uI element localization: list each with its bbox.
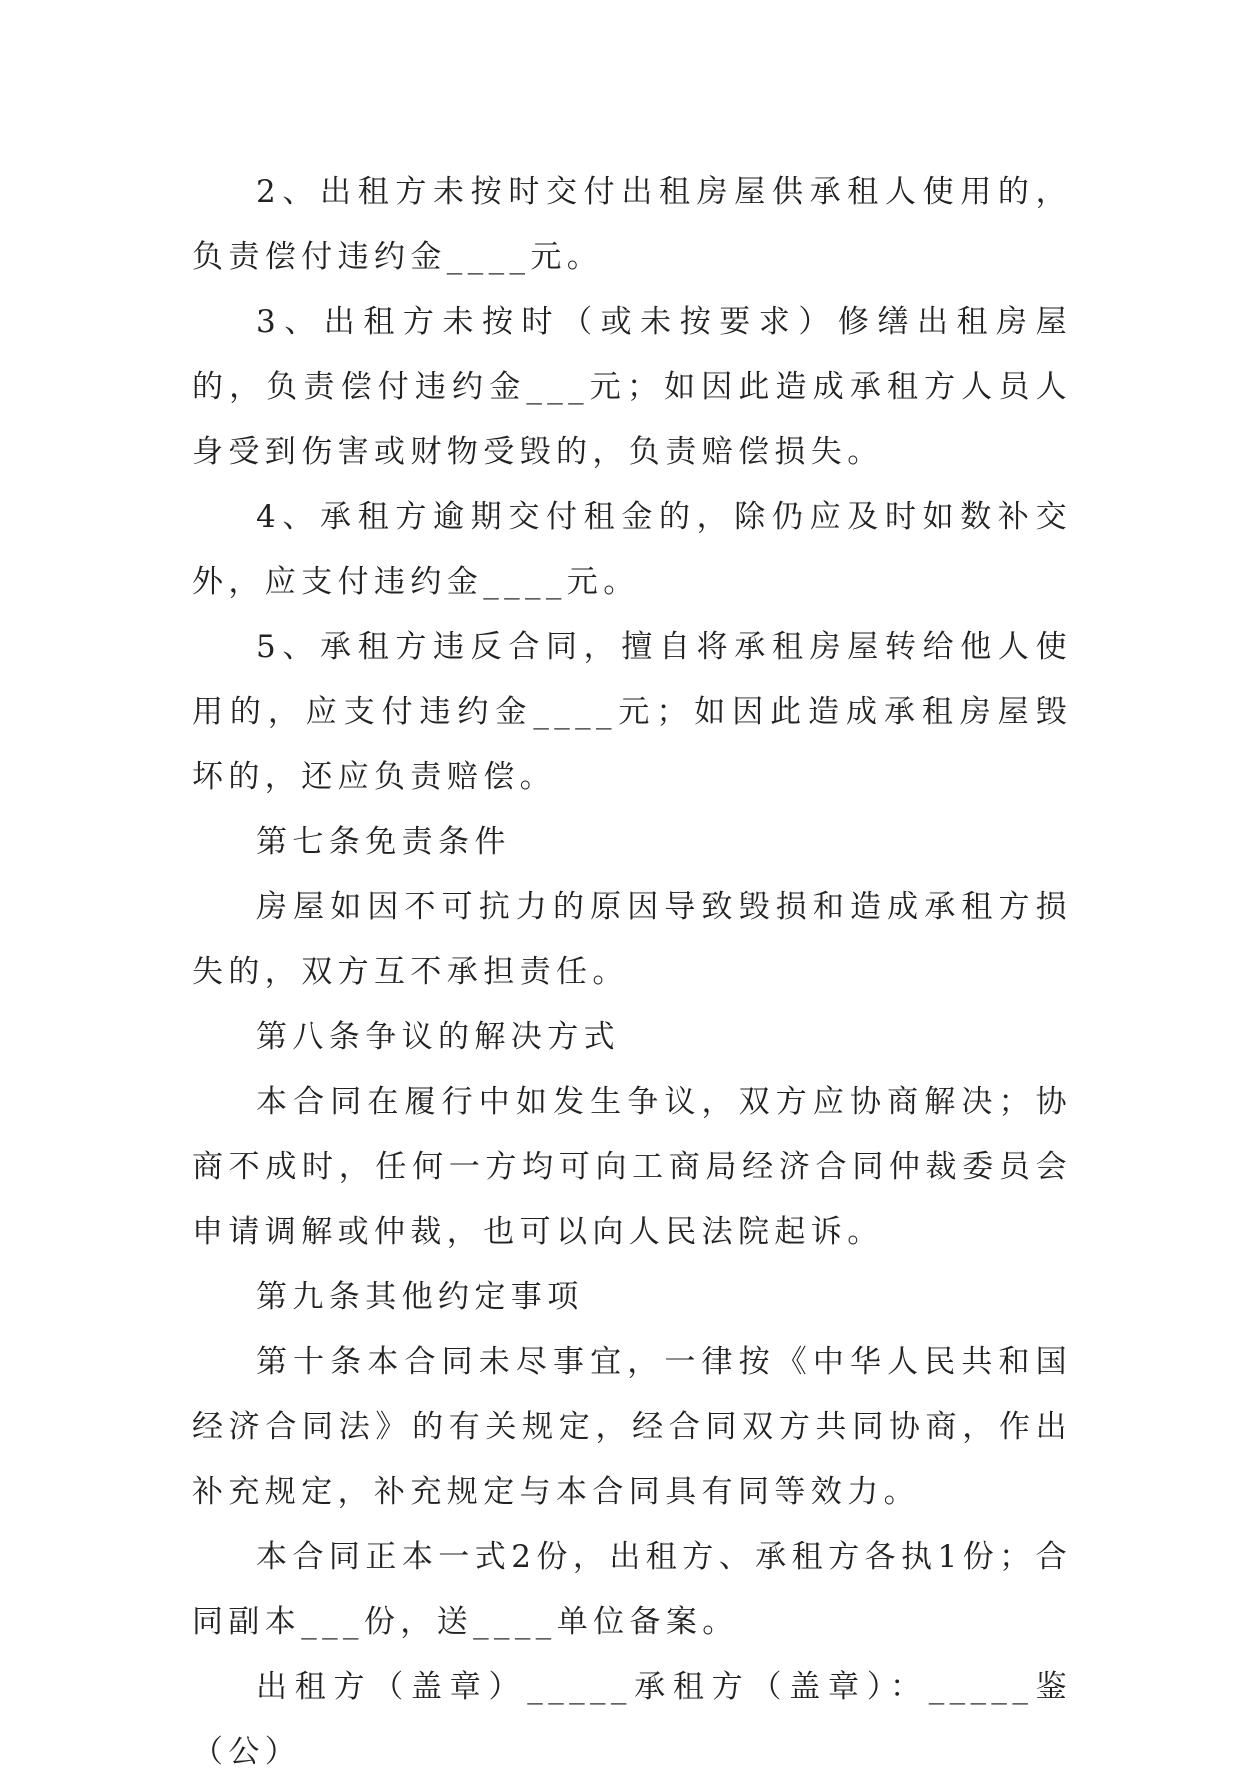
article-7-body: 房屋如因不可抗力的原因导致毁损和造成承租方损失的，双方互不承担责任。 [192, 889, 1072, 990]
article-8-heading: 第八条争议的解决方式 [256, 1019, 620, 1055]
article-8-body: 本合同在履行中如发生争议，双方应协商解决；协商不成时，任何一方均可向工商局经济合同仲裁委员会申请调解或仲裁，也可以向人民法院起诉。 [192, 1084, 1072, 1250]
article-10-body: 第十条本合同未尽事宜，一律按《中华人民共和国经济合同法》的有关规定，经合同双方共同协商，作出补充规定，补充规定与本合同具有同等效力。 [192, 1344, 1072, 1510]
signature-line: 出租方（盖章）_____承租方（盖章）：_____鉴（公） [192, 1669, 1072, 1770]
paragraph-clause-3: 3、出租方未按时（或未按要求）修缮出租房屋的，负责偿付违约金___元；如因此造成承租方人员人身受到伤害或财物受毁的，负责赔偿损失。 [192, 304, 1072, 470]
paragraph-clause-4: 4、承租方逾期交付租金的，除仍应及时如数补交外，应支付违约金____元。 [192, 499, 1072, 600]
paragraph-clause-2: 2、出租方未按时交付出租房屋供承租人使用的，负责偿付违约金____元。 [192, 174, 1072, 275]
paragraph-clause-5: 5、承租方违反合同，擅自将承租房屋转给他人使用的，应支付违约金____元；如因此造成承租房屋毁坏的，还应负责赔偿。 [192, 629, 1072, 795]
document-body [192, 160, 1072, 1785]
copies-paragraph: 本合同正本一式2份，出租方、承租方各执1份；合同副本___份，送____单位备案。 [192, 1539, 1072, 1640]
article-7-heading: 第七条免责条件 [256, 824, 511, 860]
article-9-heading: 第九条其他约定事项 [256, 1279, 584, 1315]
